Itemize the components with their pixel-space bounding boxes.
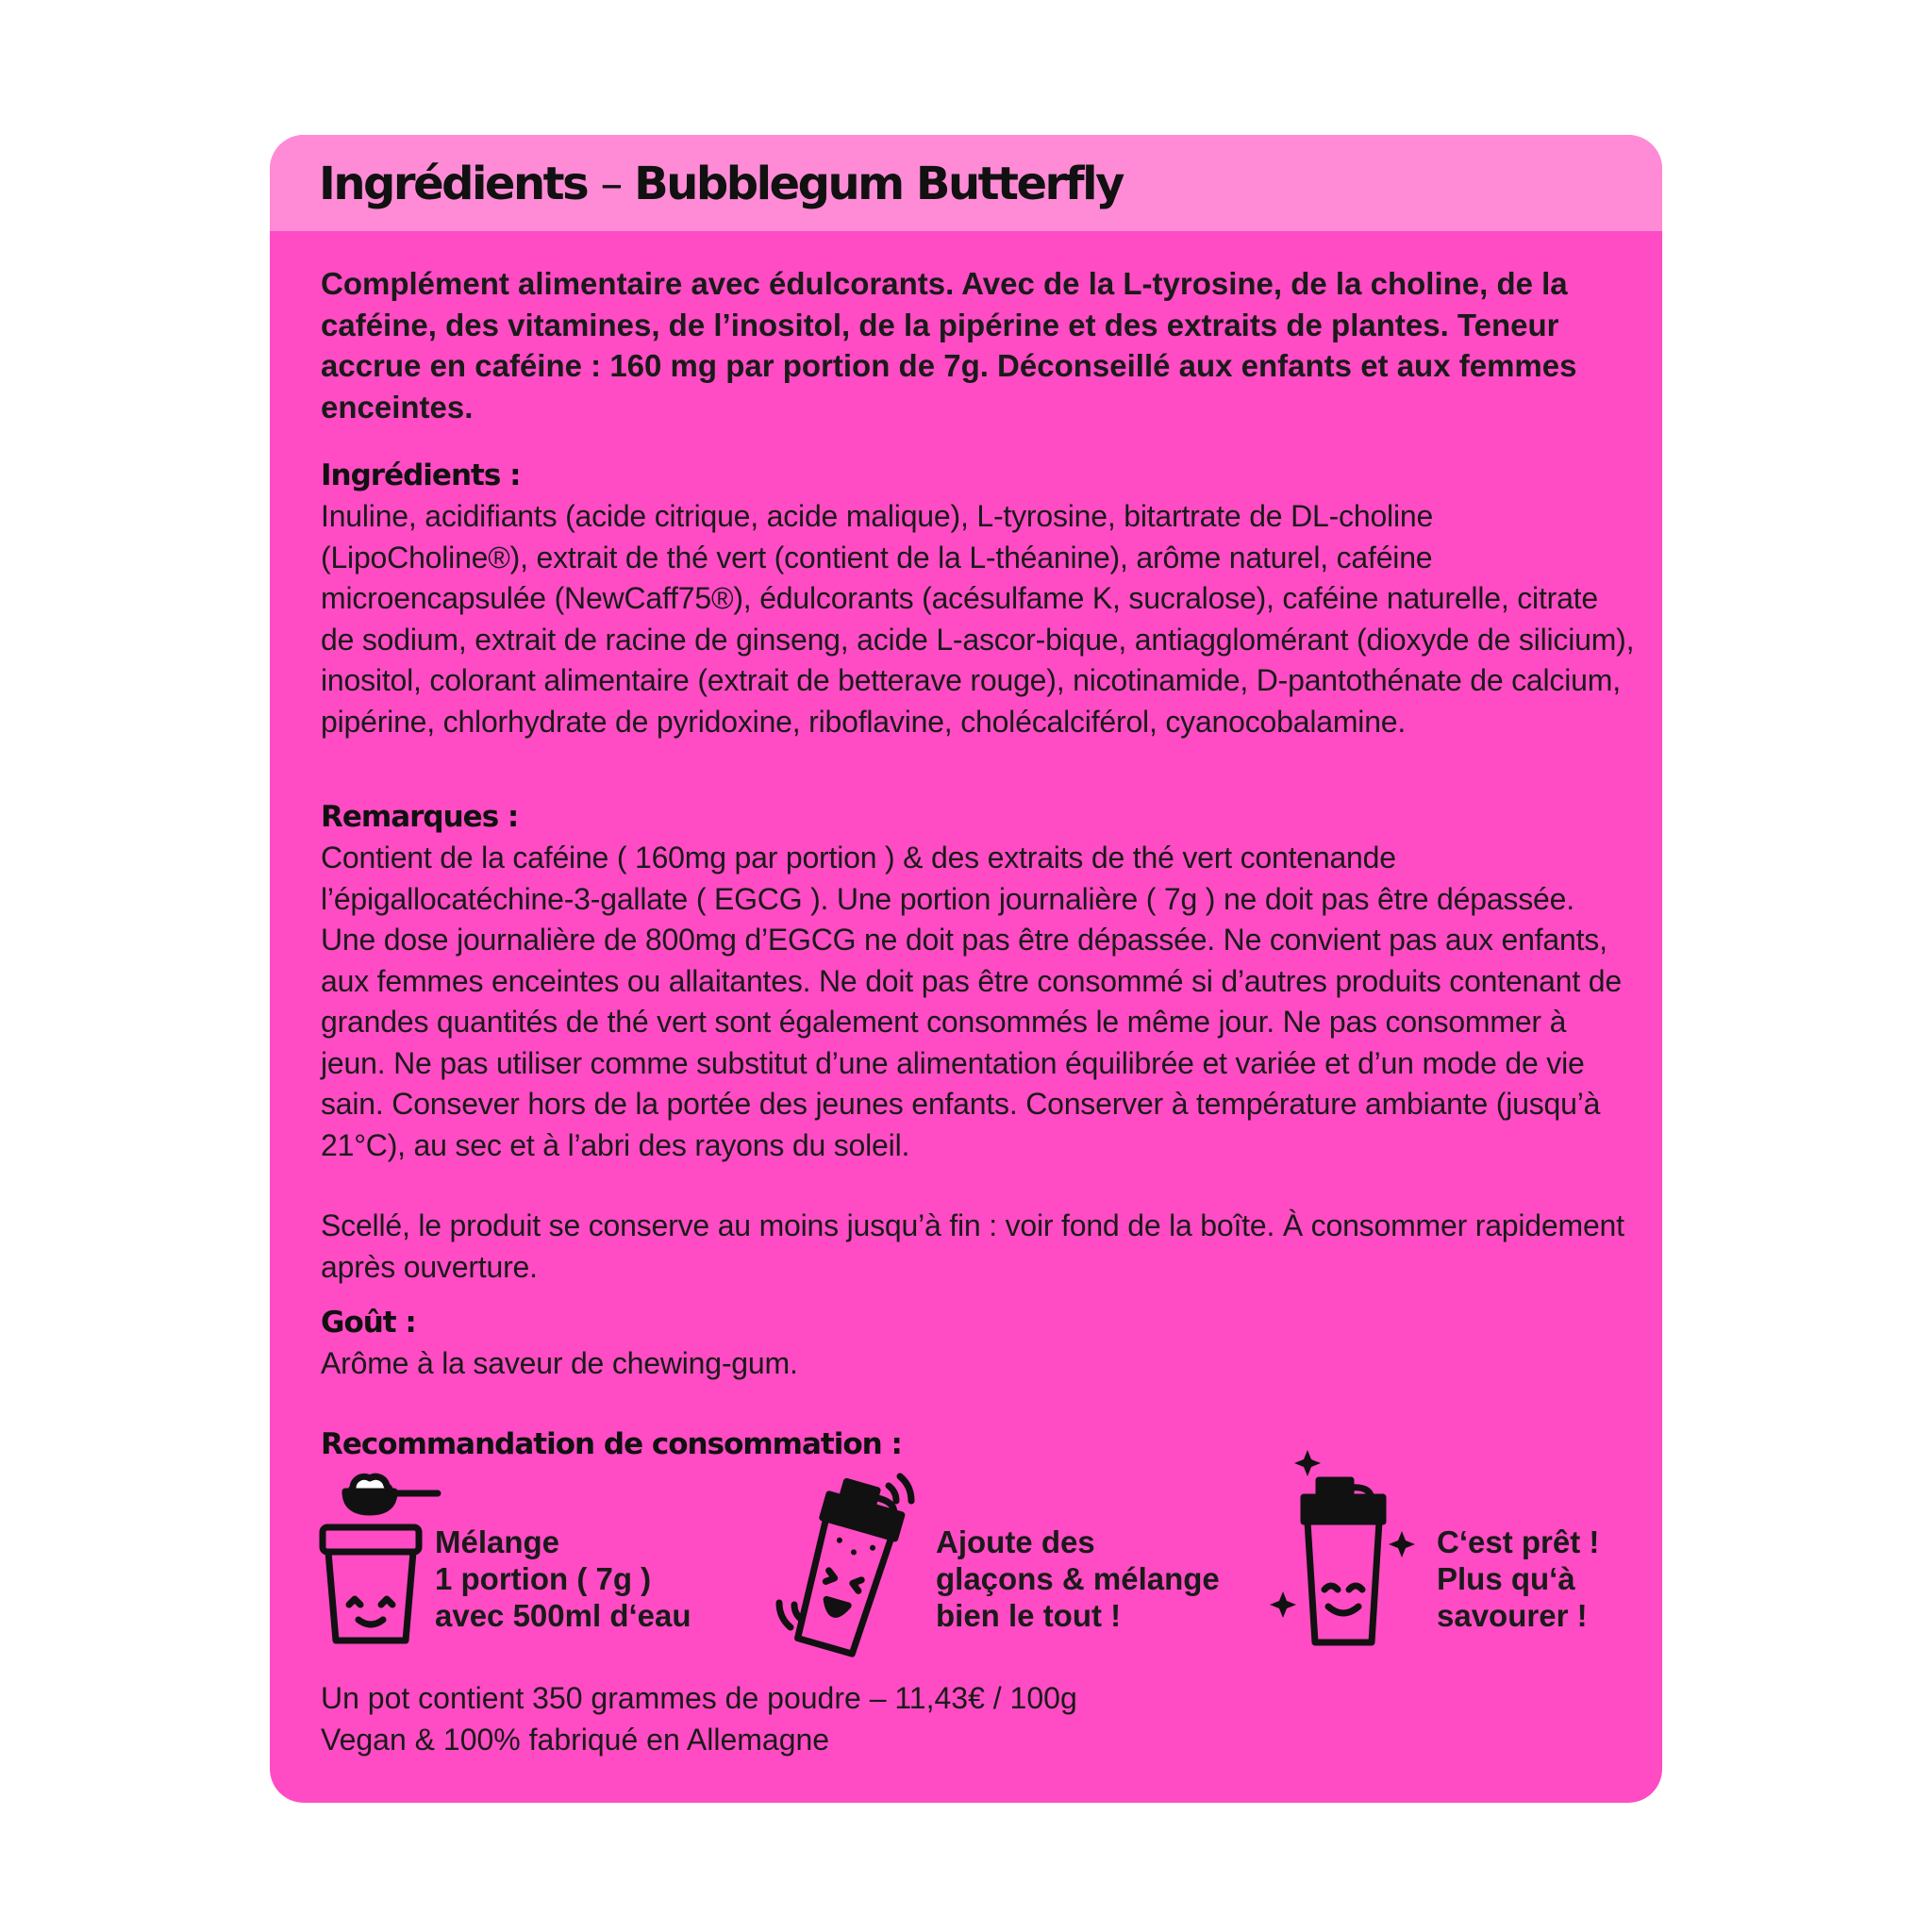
step-mix: [435, 1524, 691, 1634]
product-name: Bubblegum Butterfly: [634, 158, 1123, 210]
remarks-text-2: Scellé, le produit se conserve au moins jusqu’à fin : voir fond de la boîte. À consommer rapidement après ouverture.: [321, 1208, 1624, 1284]
step-line: C‘est prêt !: [1437, 1524, 1600, 1559]
ingredients-card: [270, 135, 1662, 1803]
page-title: [319, 158, 1123, 210]
footer-origin: Vegan & 100% fabriqué en Allemagne: [321, 1722, 830, 1757]
taste-heading: Goût :: [321, 1306, 416, 1340]
step-ready: [1437, 1524, 1599, 1634]
ready-shaker-sparkle-icon: [1270, 1450, 1421, 1650]
step-line: Mélange: [435, 1524, 560, 1559]
step-shake: [936, 1524, 1220, 1634]
remarks-heading: Remarques :: [321, 800, 519, 834]
remarks-text: Contient de la caféine ( 160mg par portion ) & des extraits de thé vert contenande l’épigallocatéchine-3-gallate ( EGCG ). Une portion journalière ( 7g ) ne doit pas être dépassée. Une dose journalière de 800mg d’EGCG ne doit pas être dépassée. Ne convient pas aux enfants, aux femmes enceintes ou allaitantes. Ne doit pas être consommé si d’autres produits contenant de grandes quantités de thé vert sont également consommés le même jour. Ne pas consommer à jeun. Ne pas utiliser comme substitut d’une alimentation équilibrée et variée et d’un mode de vie sain. Consever hors de la portée des jeunes enfants. Conserver à température ambiante (jusqu’à 21°C), au sec et à l’abri des rayons du soleil.: [321, 841, 1622, 1162]
recommendation-heading: Recommandation de consommation :: [321, 1427, 902, 1461]
step-line: savourer !: [1437, 1598, 1588, 1633]
step-line: glaçons & mélange: [936, 1561, 1220, 1596]
taste-text: Arôme à la saveur de chewing-gum.: [321, 1346, 798, 1380]
shaking-shaker-icon: [770, 1465, 930, 1663]
step-line: Plus qu‘à: [1437, 1561, 1575, 1596]
step-line: avec 500ml d‘eau: [435, 1598, 691, 1633]
step-line: bien le tout !: [936, 1598, 1122, 1633]
footer: [321, 1678, 1077, 1760]
ingredients-heading: Ingrédients :: [321, 458, 521, 492]
step-line: 1 portion ( 7g ): [435, 1561, 652, 1596]
step-line: Ajoute des: [936, 1524, 1095, 1559]
title-separator: –: [600, 158, 621, 210]
ingredients-text: Inuline, acidifiants (acide citrique, acide malique), L-tyrosine, bitartrate de DL-choline (LipoCholine®), extrait de thé vert (contient de la L-théanine), arôme naturel, caféine microencapsulée (NewCaff75®), édulcorants (acésulfame K, sucralose), caféine naturelle, citrate de sodium, extrait de racine de ginseng, acide L-ascor-bique, antiagglomérant (dioxyde de silicium), inositol, colorant alimentaire (extrait de betterave rouge), nicotinamide, D-pantothénate de calcium, pipérine, chlorhydrate de pyridoxine, riboflavine, cholécalciférol, cyanocobalamine.: [321, 499, 1635, 739]
title-label: Ingrédients: [319, 158, 588, 210]
cup-with-scoop-icon: [317, 1465, 445, 1650]
footer-content-price: Un pot contient 350 grammes de poudre – 11,43€ / 100g: [321, 1681, 1077, 1715]
intro-text: Complément alimentaire avec édulcorants. Avec de la L-tyrosine, de la choline, de la caféine, des vitamines, de l’inositol, de la pipérine et des extraits de plantes. Teneur accrue en caféine : 160 mg par portion de 7g. Déconseillé aux enfants et aux femmes enceintes.: [321, 266, 1577, 425]
